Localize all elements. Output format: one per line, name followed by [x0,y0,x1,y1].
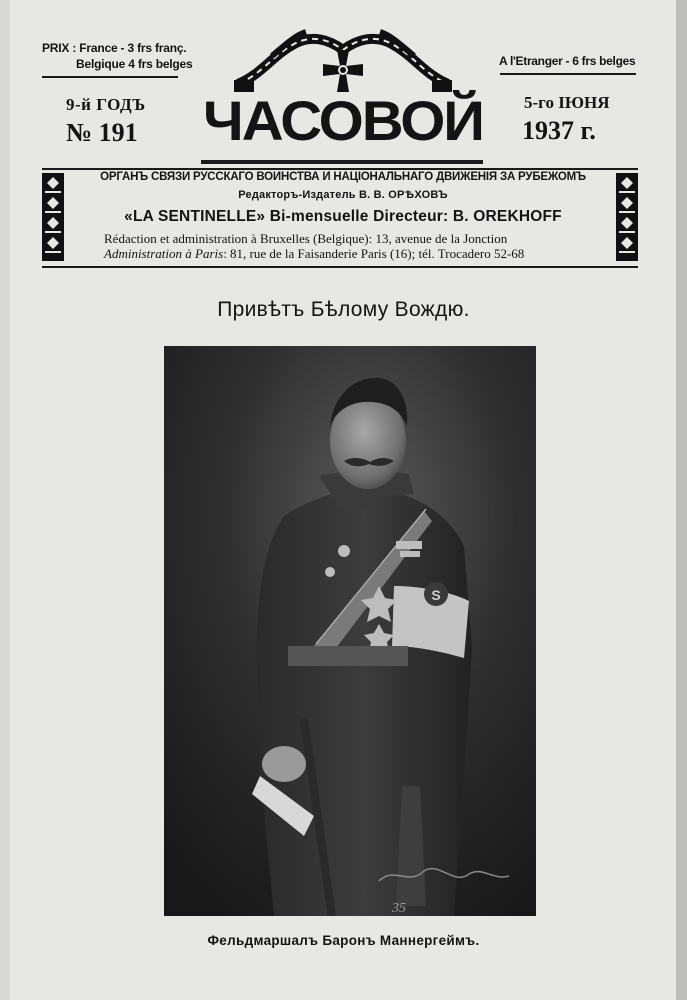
paris-address [104,246,524,262]
svg-text:S: S [431,587,441,603]
left-ornament-icon [42,173,64,261]
newspaper-title: ЧАСОВОЙ [203,90,483,153]
brussels-address: Rédaction et administration à Bruxelles (Belgique): 13, avenue de la Jonction [104,231,508,246]
article-heading: Привѣтъ Бѣлому Вождю. [217,298,470,321]
la-sentinelle-line: «LA SENTINELLE» Bi-mensuelle Directeur: B. OREKHOFF [124,208,562,225]
year-of-publication: 9-й ГОДЪ [66,95,146,114]
info-bottom-rule [42,266,638,268]
ribbon-cross-emblem-icon [232,26,454,98]
price-abroad: A l'Etranger - 6 frs belges [499,54,636,68]
page-edge-shadow [676,0,687,1000]
paris-address-text: : 81, rue de la Faisanderie Paris (16); tél. Trocadero 52-68 [223,246,525,261]
price-domestic [42,40,193,72]
price-right-rule [500,73,636,75]
paris-address-label: Administration à Paris [104,246,224,261]
issue-number: № 191 [66,118,138,147]
photo-signature-year: 35 [392,901,406,916]
editor-publisher: Редакторъ-Издатель В. В. ОРѢХОВЪ [238,189,448,201]
issue-year: 1937 г. [522,116,596,145]
price-france: PRIX : France - 3 frs franç. [42,41,187,55]
title-underline [201,160,483,164]
issue-date: 5-го ІЮНЯ [524,93,610,112]
field-marshal-portrait-icon [164,346,536,916]
info-top-rule [42,168,638,170]
organ-subtitle: ОРГАНЪ СВЯЗИ РУССКАГО ВОИНСТВА И НАЦІОНАЛЬНАГО ДВИЖЕНІЯ ЗА РУБЕЖОМЪ [100,171,586,183]
price-left-rule [42,76,178,78]
photo-caption: Фельдмаршалъ Баронъ Маннергеймъ. [207,933,480,948]
right-ornament-icon [616,173,638,261]
portrait-photo [164,346,536,916]
price-belgium: Belgique 4 frs belges [76,57,193,71]
